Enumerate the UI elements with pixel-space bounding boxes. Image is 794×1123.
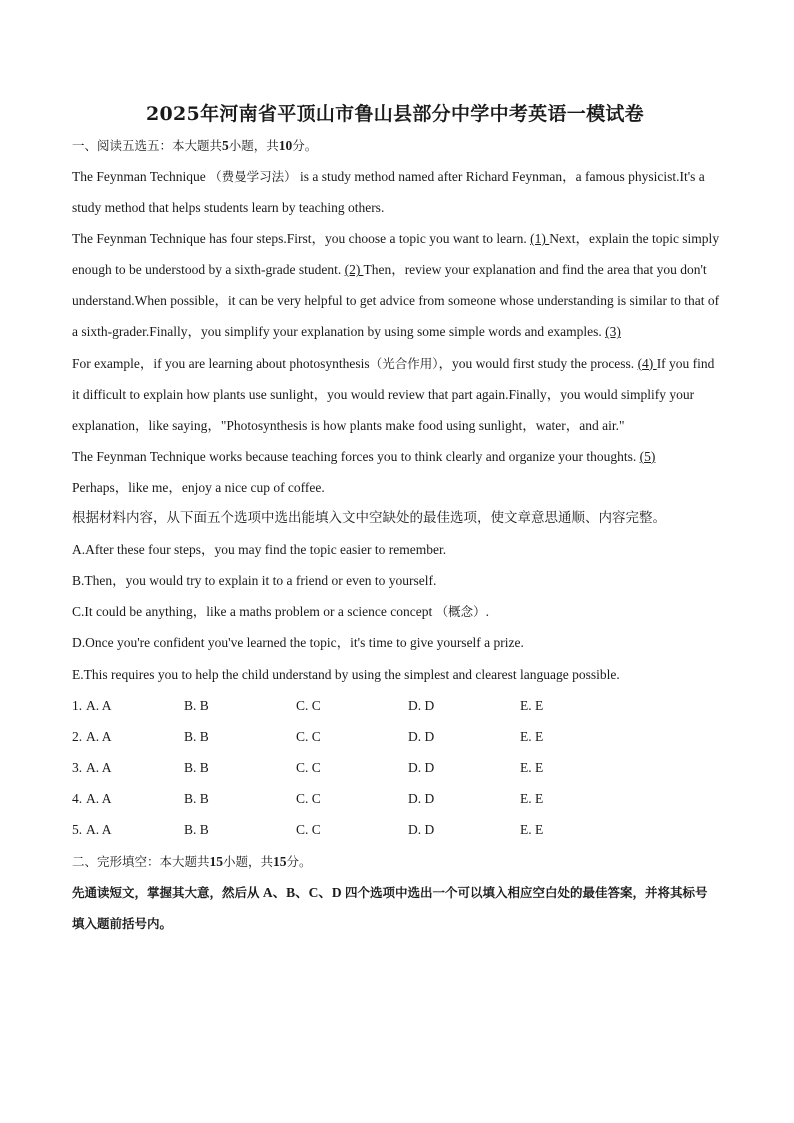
choice-e[interactable]: E. E [520, 728, 544, 744]
section-2-heading-mid: 小题，共 [223, 853, 274, 869]
blank-3: (3) [605, 324, 621, 340]
section-1-heading [72, 130, 720, 161]
passage-paragraph-4 [72, 441, 720, 503]
p3-text-a: For example，if you are learning about photosynthesis [72, 355, 370, 371]
question-number: 2. [72, 728, 83, 744]
section-1-heading-mid: 小题，共 [228, 138, 279, 153]
exam-page [72, 100, 720, 939]
choice-d[interactable]: D. D [408, 791, 435, 807]
p1-chinese-gloss: （费曼学习法） [209, 169, 297, 184]
choice-b[interactable]: B. B [184, 759, 209, 775]
section-2-heading-prefix: 二、完形填空：本大题共 [72, 853, 210, 869]
p4-text-b: Perhaps，like me，enjoy a nice cup of coffee. [72, 479, 325, 495]
choice-a[interactable]: A. A [86, 697, 112, 713]
p2-text-c: Then，review your explanation and find the area that you don't understand.When possible，it can be very helpful to get advice from someone whose understanding is similar to that of a sixth-grader.Finally，you simplify your explanation by using some simple words and examples. [72, 262, 720, 340]
choice-a[interactable]: A. A [86, 822, 112, 838]
p3-text-b: ，you would first study the process. [438, 355, 638, 371]
section-1-score: 10 [278, 138, 293, 153]
question-row [72, 783, 720, 814]
choice-b[interactable]: B. B [184, 822, 209, 838]
choice-e[interactable]: E. E [520, 759, 544, 775]
p1-text-a: The Feynman Technique [72, 169, 210, 184]
p3-chinese-gloss: （光合作用） [369, 355, 439, 371]
choice-c[interactable]: C. C [296, 759, 321, 775]
choice-b[interactable]: B. B [184, 697, 209, 713]
blank-2: (2) [344, 262, 364, 278]
choice-e[interactable]: E. E [520, 791, 544, 807]
choice-a[interactable]: A. A [86, 791, 112, 807]
option-c-period: . [485, 604, 490, 620]
question-number: 5. [72, 822, 83, 838]
section-2-instruction-letters: A、B、C、D [259, 884, 346, 900]
option-c [72, 596, 720, 627]
question-row [72, 814, 720, 845]
section-2-heading-suffix: 分。 [286, 853, 312, 869]
passage-paragraph-2 [72, 223, 720, 347]
exam-title: 2025年河南省平顶山市鲁山县部分中学中考英语一模试卷 [146, 103, 644, 125]
option-c-chinese-gloss: （概念） [435, 604, 486, 620]
p1-text-b: is a study method named after Richard Feynman，a famous physicist.It's a study method that helps students learn by teaching others. [72, 169, 705, 216]
choice-e[interactable]: E. E [520, 697, 544, 713]
question-row [72, 721, 720, 752]
section-2-heading [72, 846, 720, 877]
question-row [72, 752, 720, 783]
question-number: 3. [72, 759, 83, 775]
section-2-instruction-a: 先通读短文，掌握其大意，然后从 [72, 884, 260, 900]
question-number: 1. [72, 697, 83, 713]
blank-1: (1) [530, 231, 550, 247]
section-2-instruction [72, 877, 720, 939]
section-2-count: 15 [209, 853, 224, 869]
p2-text-b: Next，explain the topic simply enough to be understood by a sixth-grade student. [72, 231, 720, 278]
passage-paragraph-1 [72, 161, 720, 223]
choice-b[interactable]: B. B [184, 728, 209, 744]
blank-5: (5) [639, 448, 656, 464]
section-1-heading-prefix: 一、阅读五选五：本大题共 [72, 138, 223, 153]
choice-c[interactable]: C. C [296, 697, 321, 713]
choice-d[interactable]: D. D [408, 697, 435, 713]
choice-d[interactable]: D. D [408, 822, 435, 838]
section-1-count: 5 [222, 138, 229, 153]
p2-text-a: The Feynman Technique has four steps.First，you choose a topic you want to learn. [72, 231, 531, 247]
choice-c[interactable]: C. C [296, 822, 321, 838]
option-d: D.Once you're confident you've learned the topic，it's time to give yourself a prize. [72, 635, 524, 651]
choice-b[interactable]: B. B [184, 791, 209, 807]
option-c-text: C.It could be anything，like a maths problem or a science concept [72, 604, 433, 620]
option-b: B.Then，you would try to explain it to a friend or even to yourself. [72, 573, 437, 589]
choice-d[interactable]: D. D [408, 759, 435, 775]
blank-4: (4) [637, 355, 657, 371]
choice-a[interactable]: A. A [86, 728, 112, 744]
question-row [72, 690, 720, 721]
choice-c[interactable]: C. C [296, 728, 321, 744]
section-1-heading-suffix: 分。 [292, 138, 318, 153]
option-a: A.After these four steps，you may find the topic easier to remember. [72, 542, 447, 558]
choice-c[interactable]: C. C [296, 791, 321, 807]
choice-d[interactable]: D. D [408, 728, 435, 744]
option-e: E.This requires you to help the child understand by using the simplest and clearest language possible. [72, 666, 620, 682]
section-2-instruction-b: 四个选项中选出一个可以填入相应空白处的最佳答案，并将其标号填入题前括号内。 [72, 884, 708, 931]
question-number: 4. [72, 791, 83, 807]
passage-paragraph-3 [72, 348, 720, 441]
p3-text-c: If you find it difficult to explain how plants use sunlight，you would review that part again.Finally，you would simplify your explanation，like saying，"Photosynthesis is how plants make food using sunlight，water，and air." [72, 355, 715, 433]
p4-text-a: The Feynman Technique works because teaching forces you to think clearly and organize your thoughts. [72, 448, 640, 464]
choice-e[interactable]: E. E [520, 822, 544, 838]
section-2-score: 15 [273, 853, 287, 869]
instruction-text: 根据材料内容，从下面五个选项中选出能填入文中空缺处的最佳选项，使文章意思通顺、内容完整。 [72, 510, 666, 527]
choice-a[interactable]: A. A [86, 759, 112, 775]
